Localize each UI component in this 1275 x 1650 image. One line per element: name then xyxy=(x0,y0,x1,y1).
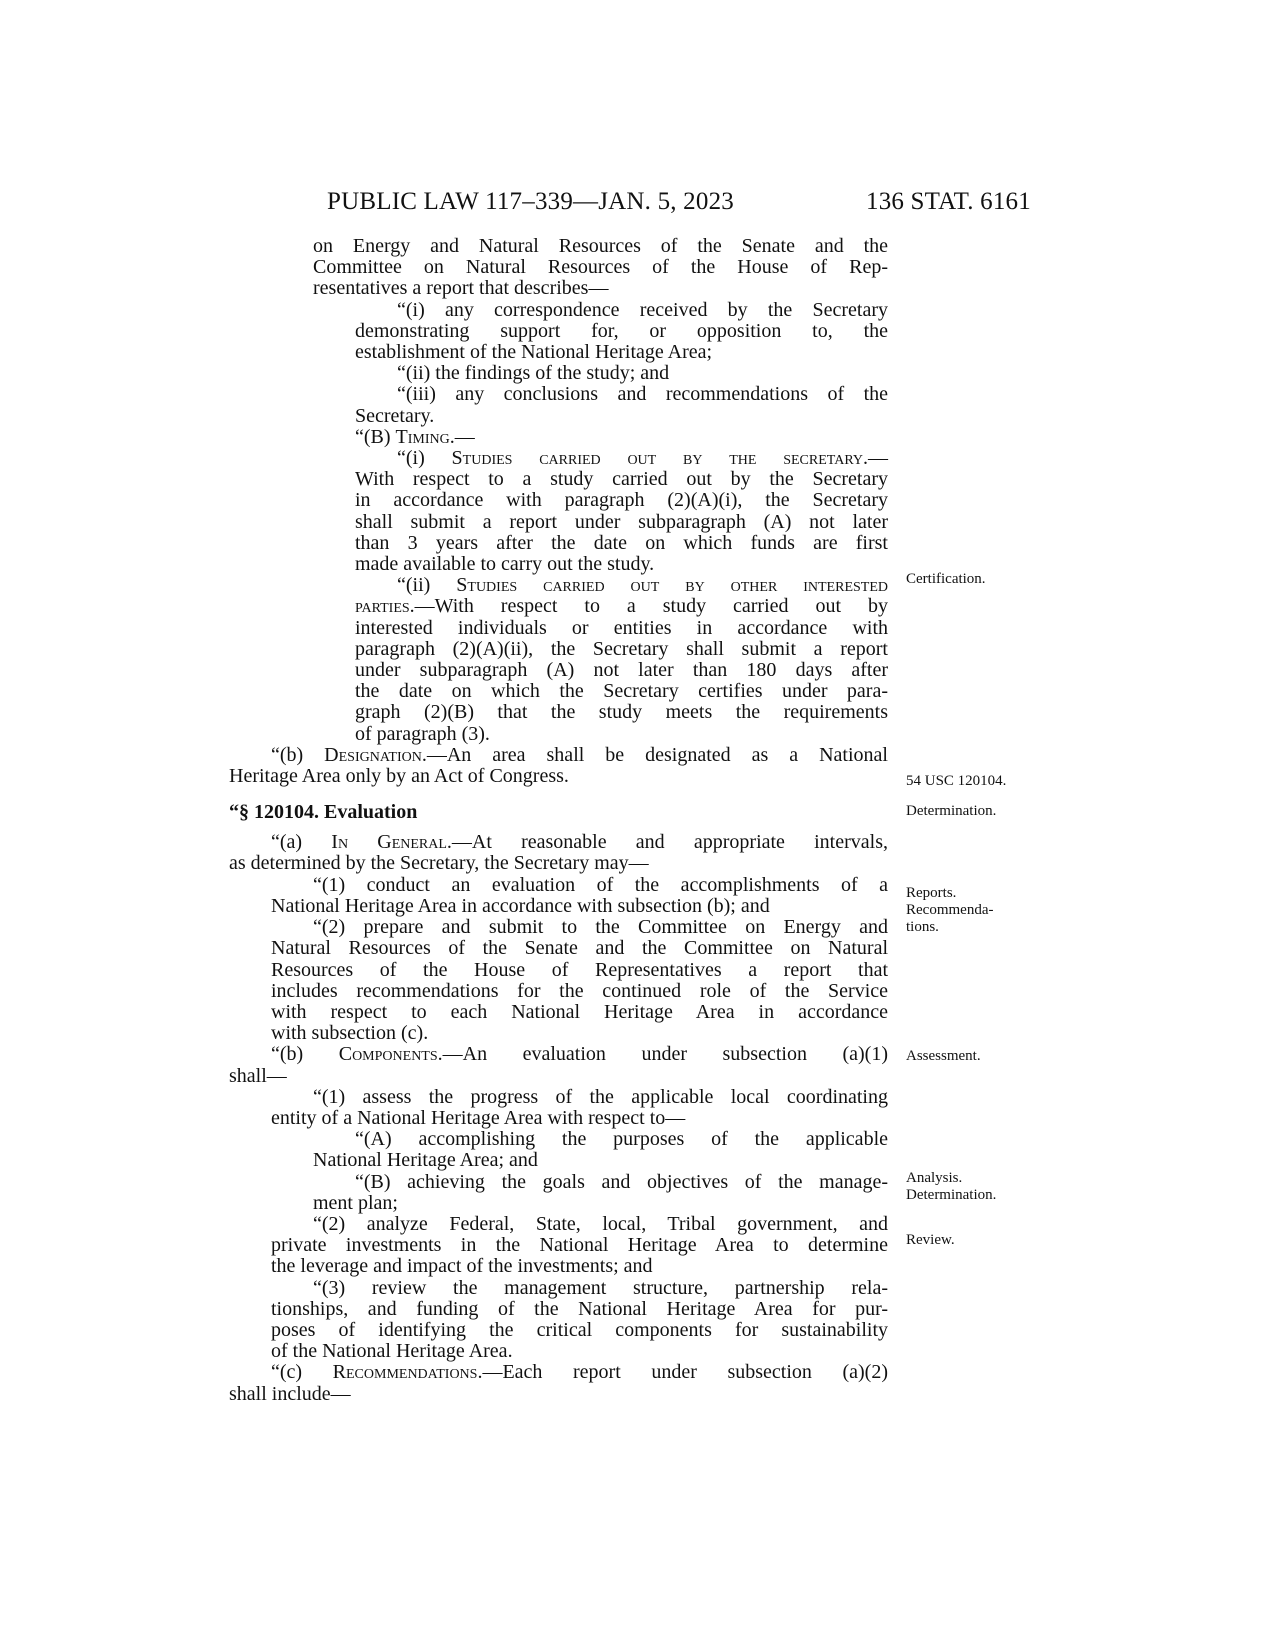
body-line: made available to carry out the study. xyxy=(355,553,655,576)
body-line: poses of identifying the critical components for sustainability xyxy=(271,1318,888,1341)
body-line: ment plan; xyxy=(313,1191,398,1214)
subsection-b-components: “(b) Components.—An evaluation under subsection (a)(1) xyxy=(271,1043,888,1066)
body-line: Secretary. xyxy=(355,404,435,427)
body-line: “(1) conduct an evaluation of the accomplishments of a xyxy=(313,873,888,896)
body-line: “(ii) the findings of the study; and xyxy=(397,362,670,385)
body-line: Natural Resources of the Senate and the Committee on Natural xyxy=(271,937,888,960)
body-line: establishment of the National Heritage Area; xyxy=(355,341,713,364)
margin-note-reports: Reports. Recommenda- tions. xyxy=(906,885,994,935)
body-line: parties.—With respect to a study carried out by xyxy=(355,595,888,618)
subparagraph-b-heading: “(B) Timing.— xyxy=(355,425,475,448)
body-line: “(2) prepare and submit to the Committee on Energy and xyxy=(313,916,888,939)
document-body xyxy=(229,236,888,1405)
running-header-page-number: 136 STAT. 6161 xyxy=(866,188,1031,215)
body-line: “(3) review the management structure, partnership rela- xyxy=(313,1276,888,1299)
clause-i-heading: “(i) Studies carried out by the secretary.— xyxy=(397,447,889,470)
body-line: National Heritage Area in accordance with subsection (b); and xyxy=(271,894,770,917)
margin-note-certification: Certification. xyxy=(906,571,986,587)
body-line: Heritage Area only by an Act of Congress. xyxy=(229,765,569,788)
body-line: on Energy and Natural Resources of the Senate and the xyxy=(313,235,888,257)
body-line: shall submit a report under subparagraph (A) not later xyxy=(355,510,888,533)
body-line: interested individuals or entities in accordance with xyxy=(355,616,888,639)
section-heading: “§ 120104. Evaluation xyxy=(229,801,418,824)
body-line: shall include— xyxy=(229,1382,351,1405)
subsection-c-recommendations: “(c) Recommendations.—Each report under subsection (a)(2) xyxy=(271,1361,888,1384)
margin-note-usc: 54 USC 120104. xyxy=(906,773,1007,789)
body-line: Resources of the House of Representatives a report that xyxy=(271,958,888,981)
body-line: the date on which the Secretary certifies under para- xyxy=(355,680,888,703)
body-line: includes recommendations for the continued role of the Service xyxy=(271,979,888,1002)
margin-note-analysis: Analysis. Determination. xyxy=(906,1170,997,1203)
body-line: in accordance with paragraph (2)(A)(i), the Secretary xyxy=(355,489,888,512)
body-line: “(B) achieving the goals and objectives of the manage- xyxy=(355,1170,888,1193)
body-line: With respect to a study carried out by the Secretary xyxy=(355,468,888,491)
body-line: with subsection (c). xyxy=(271,1022,429,1045)
subsection-b-designation: “(b) Designation.—An area shall be designated as a National xyxy=(271,743,888,766)
margin-note-determination: Determination. xyxy=(906,803,997,819)
body-line: shall— xyxy=(229,1064,287,1087)
body-line: of the National Heritage Area. xyxy=(271,1340,513,1363)
body-line: of paragraph (3). xyxy=(355,722,490,745)
body-line: tionships, and funding of the National Heritage Area for pur- xyxy=(271,1297,888,1320)
margin-note-review: Review. xyxy=(906,1232,955,1248)
body-line: demonstrating support for, or opposition to, the xyxy=(355,319,888,342)
body-line: entity of a National Heritage Area with respect to— xyxy=(271,1106,686,1129)
body-line: than 3 years after the date on which funds are first xyxy=(355,531,888,554)
body-line: graph (2)(B) that the study meets the requirements xyxy=(355,701,888,724)
body-line: as determined by the Secretary, the Secretary may— xyxy=(229,852,649,875)
clause-ii-heading: “(ii) Studies carried out by other interested xyxy=(397,574,888,597)
running-header-left: PUBLIC LAW 117–339—JAN. 5, 2023 xyxy=(327,188,734,215)
body-line: Committee on Natural Resources of the House of Rep- xyxy=(313,256,888,279)
body-line: “(i) any correspondence received by the Secretary xyxy=(397,298,888,321)
body-line: National Heritage Area; and xyxy=(313,1149,538,1172)
body-line: “(2) analyze Federal, State, local, Tribal government, and xyxy=(313,1212,888,1235)
body-line: “(A) accomplishing the purposes of the applicable xyxy=(355,1128,888,1151)
subsection-a-in-general: “(a) In General.—At reasonable and appropriate intervals, xyxy=(271,831,888,854)
body-line: with respect to each National Heritage Area in accordance xyxy=(271,1000,888,1023)
body-line: private investments in the National Heritage Area to determine xyxy=(271,1234,888,1257)
body-line: “(1) assess the progress of the applicable local coordinating xyxy=(313,1085,888,1108)
body-line: the leverage and impact of the investments; and xyxy=(271,1255,653,1278)
body-line: paragraph (2)(A)(ii), the Secretary shall submit a report xyxy=(355,637,888,660)
margin-note-assessment: Assessment. xyxy=(906,1048,981,1064)
body-line: “(iii) any conclusions and recommendations of the xyxy=(397,383,888,406)
body-line: under subparagraph (A) not later than 180 days after xyxy=(355,659,888,682)
body-line: resentatives a report that describes— xyxy=(313,277,609,300)
